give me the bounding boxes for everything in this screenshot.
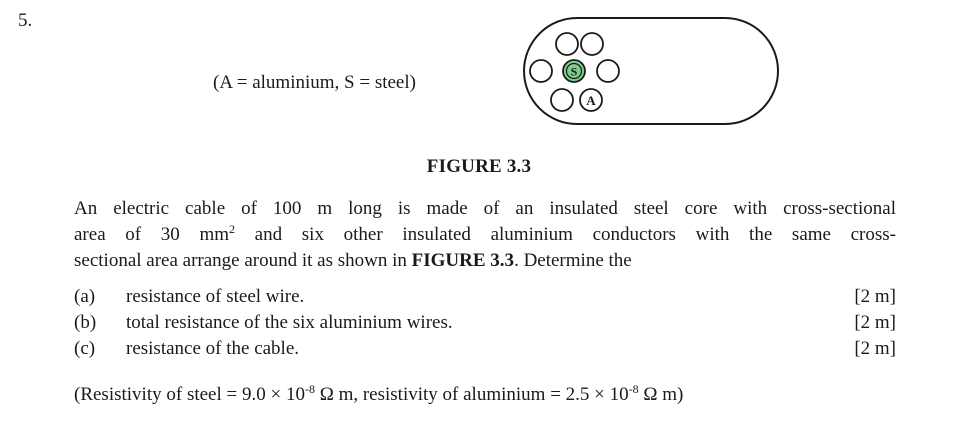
steel-exponent: -8 [304,382,315,396]
part-marks: [2 m] [854,312,896,333]
resistivity-constants [74,384,683,406]
part-marks: [2 m] [854,286,896,307]
aluminium-resistivity-text: Ω m, resistivity of aluminium = 2.5 × 10 [314,384,629,405]
question-number: 5. [18,10,33,31]
aluminium-conductor [597,60,619,82]
paragraph-line-1: An electric cable of 100 m long is made of an insulated steel core with cross-sectional [74,198,896,219]
determine-text: . Determine the [514,250,632,271]
aluminium-conductor [556,33,578,55]
part-a [74,286,896,312]
aluminium-conductor [551,89,573,111]
cable-cross-section-figure [515,10,780,125]
steel-resistivity-text: (Resistivity of steel = 9.0 × 10 [74,384,305,405]
part-text: resistance of steel wire. [126,286,305,307]
question-paragraph [74,196,896,274]
conductors-text: and six other insulated aluminium conductors with the same cross- [235,224,897,245]
part-marks: [2 m] [854,338,896,359]
figure-reference: FIGURE 3.3 [411,250,515,271]
part-label: (c) [74,338,96,359]
area-text: area of 30 mm [74,224,230,245]
area-exponent: 2 [229,222,236,236]
arrangement-text: sectional area arrange around it as shown in [74,250,412,271]
part-text: total resistance of the six aluminium wires. [126,312,453,333]
constants-close: Ω m) [638,384,684,405]
paragraph-line-3 [74,248,896,274]
steel-label: S [570,64,578,79]
figure-caption: FIGURE 3.3 [426,156,532,177]
aluminium-label: A [586,93,596,108]
part-c [74,338,896,364]
part-b [74,312,896,338]
part-label: (b) [74,312,97,333]
paragraph-line-2 [74,222,896,248]
part-text: resistance of the cable. [126,338,300,359]
material-legend: (A = aluminium, S = steel) [213,72,416,93]
aluminium-conductor [581,33,603,55]
aluminium-exponent: -8 [628,382,639,396]
aluminium-conductor [530,60,552,82]
part-label: (a) [74,286,96,307]
